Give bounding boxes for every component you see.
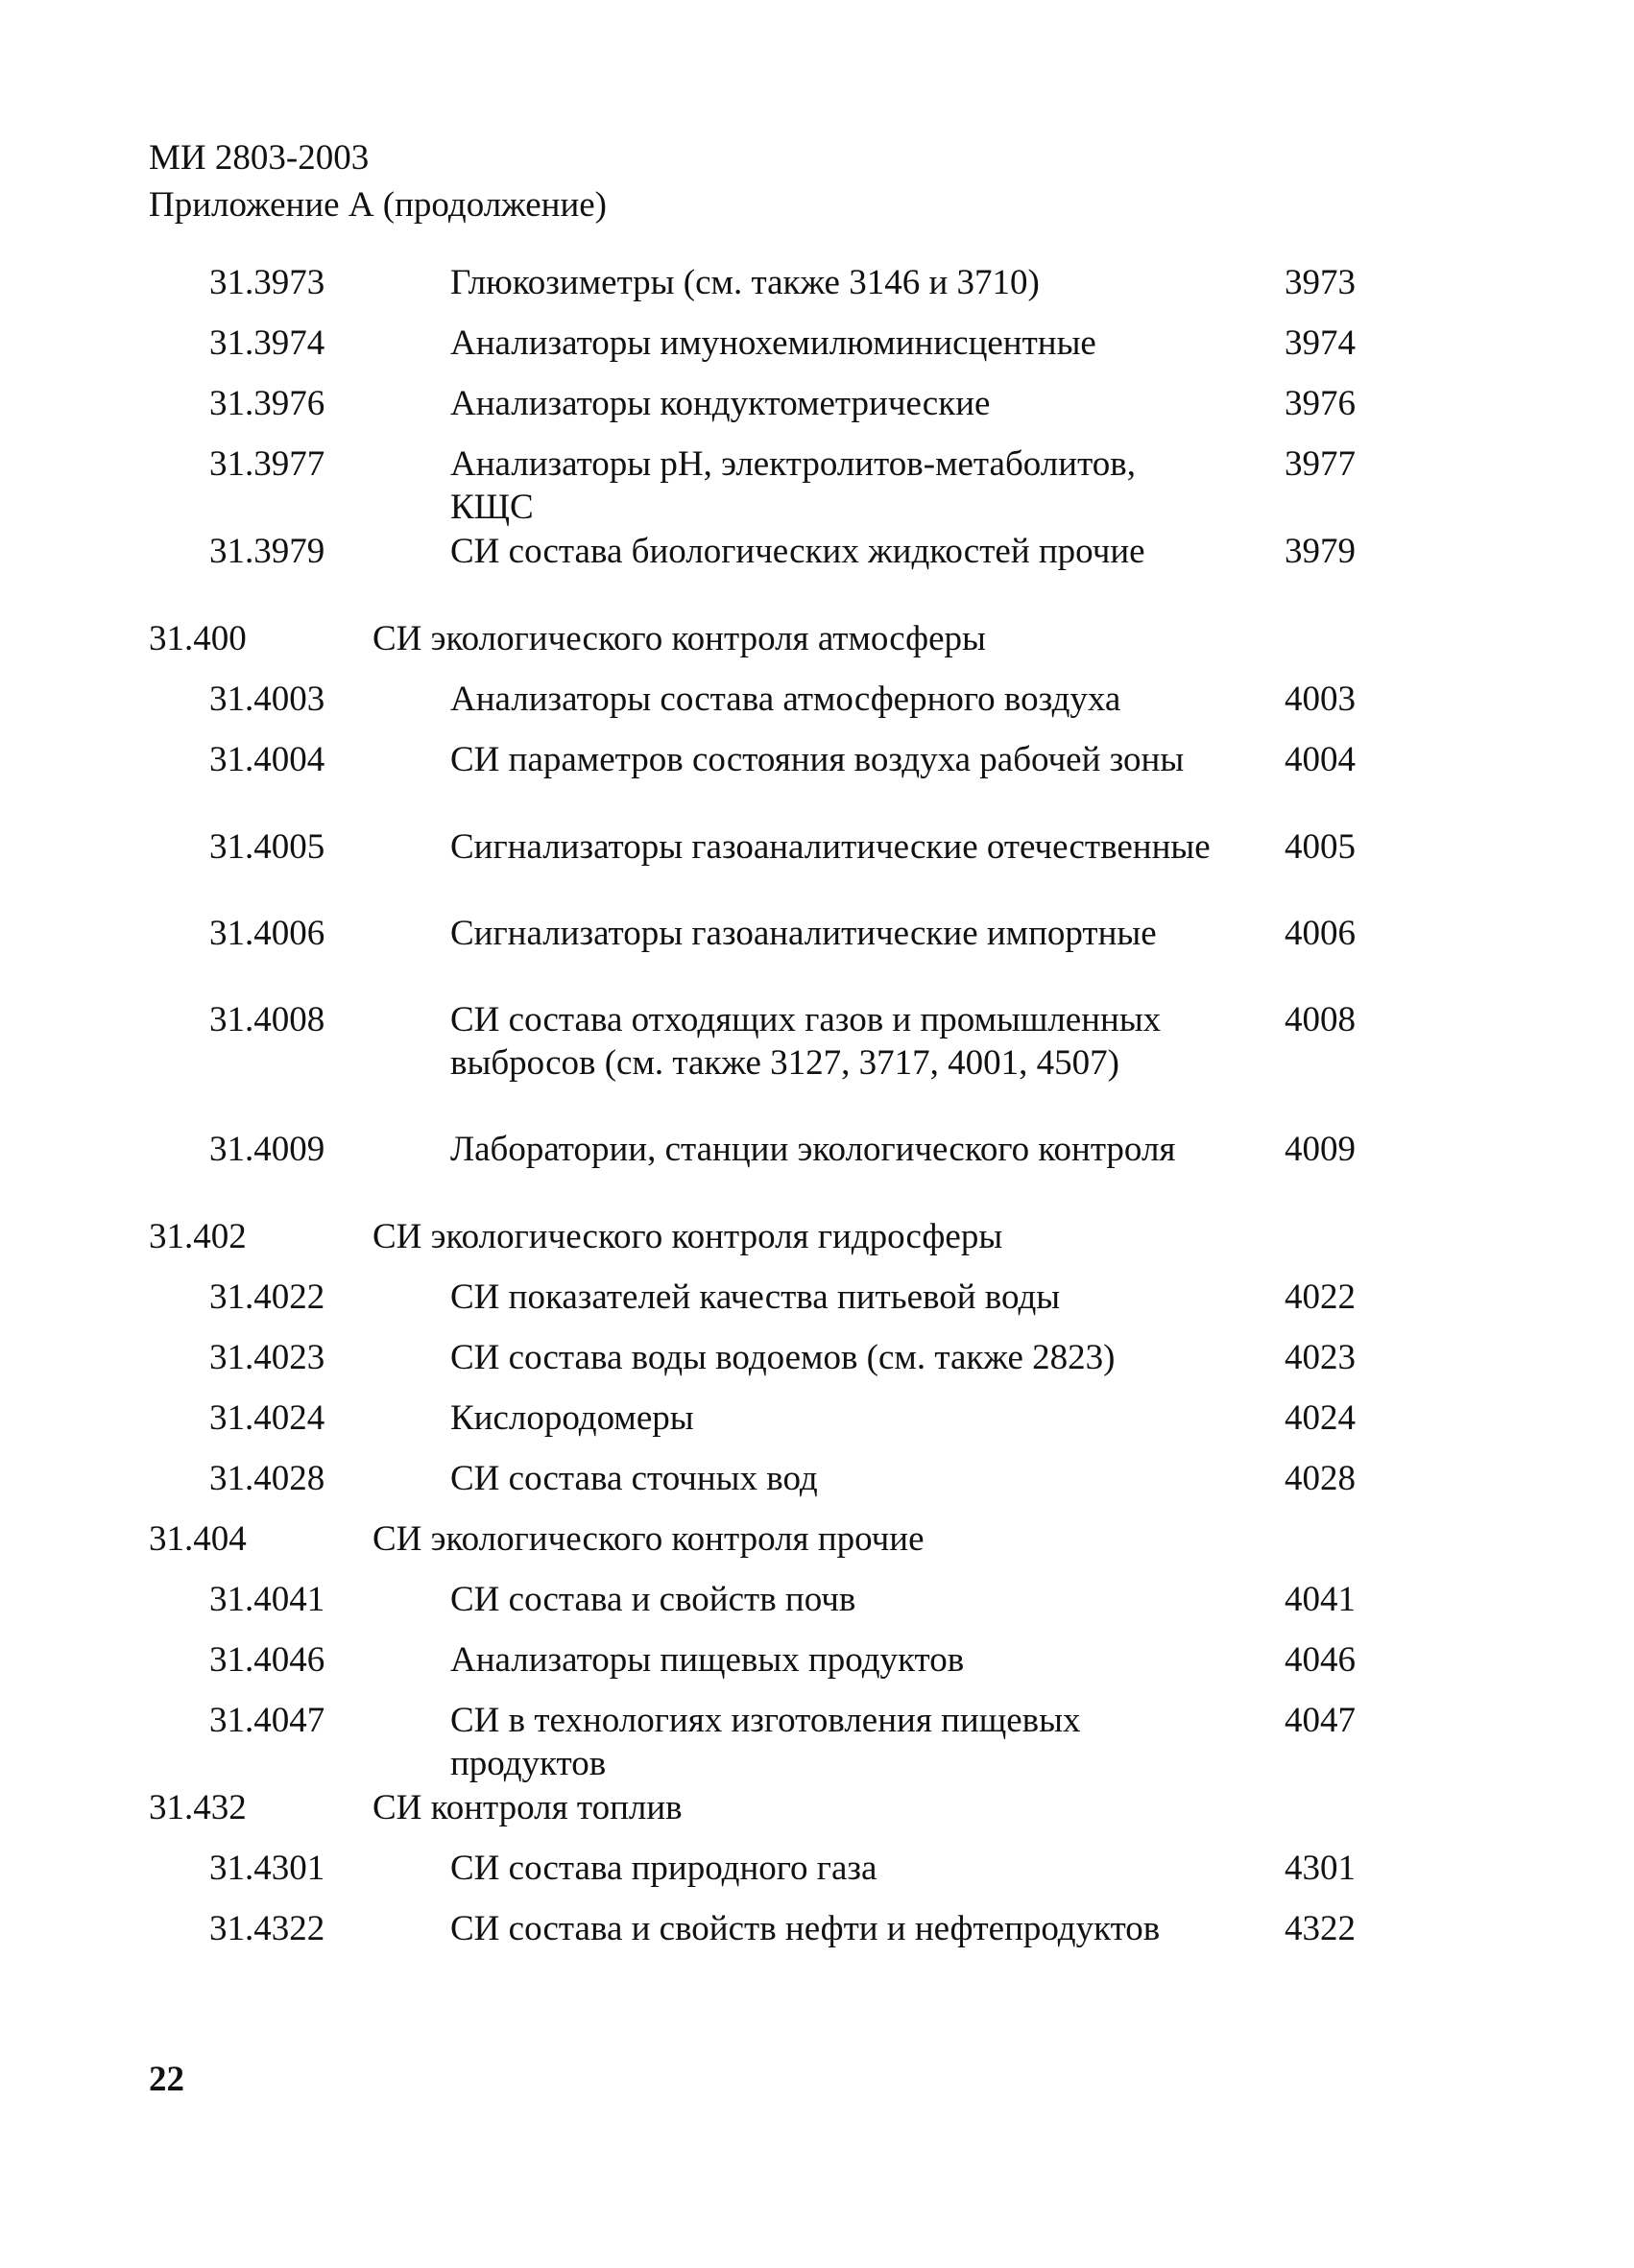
- group-name: СИ экологического контроля прочие: [372, 1519, 925, 1559]
- row-name: Анализаторы pH, электролитов-метаболитов, КЩС: [450, 444, 1136, 527]
- row-name: СИ состава природного газа: [450, 1849, 877, 1888]
- row-number: 3973: [1285, 263, 1356, 302]
- group-name: СИ экологического контроля атмосферы: [372, 619, 986, 658]
- row-number: 4022: [1285, 1277, 1356, 1317]
- row-code: 31.4041: [209, 1580, 325, 1619]
- row-code: 31.4028: [209, 1459, 325, 1498]
- row-number: 4023: [1285, 1338, 1356, 1377]
- row-name: СИ состава и свойств почв: [450, 1580, 856, 1619]
- row-name: Сигнализаторы газоаналитические отечественные: [450, 827, 1211, 867]
- group-code: 31.404: [149, 1519, 247, 1559]
- row-name: Анализаторы кондуктометрические: [450, 384, 991, 423]
- row-code: 31.4009: [209, 1130, 325, 1169]
- row-number: 4004: [1285, 740, 1356, 779]
- group-code: 31.400: [149, 619, 247, 658]
- row-name: СИ состава биологических жидкостей прочие: [450, 532, 1145, 571]
- row-number: 4301: [1285, 1849, 1356, 1888]
- row-number: 4046: [1285, 1640, 1356, 1680]
- row-name: СИ состава воды водоемов (см. также 2823): [450, 1338, 1116, 1377]
- document-code: МИ 2803-2003: [149, 138, 370, 178]
- row-name: Анализаторы состава атмосферного воздуха: [450, 680, 1121, 719]
- row-code: 31.4004: [209, 740, 325, 779]
- row-code: 31.3976: [209, 384, 325, 423]
- group-name: СИ контроля топлив: [372, 1788, 683, 1827]
- row-number: 4003: [1285, 680, 1356, 719]
- appendix-title: Приложение А (продолжение): [149, 185, 608, 225]
- row-name: СИ параметров состояния воздуха рабочей зоны: [450, 740, 1185, 779]
- row-number: 3976: [1285, 384, 1356, 423]
- row-number: 4009: [1285, 1130, 1356, 1169]
- group-code: 31.432: [149, 1788, 247, 1827]
- row-number: 4006: [1285, 914, 1356, 953]
- row-code: 31.4024: [209, 1398, 325, 1438]
- row-number: 3977: [1285, 444, 1356, 484]
- row-number: 4008: [1285, 1000, 1356, 1039]
- row-name: Анализаторы имунохемилюминисцентные: [450, 323, 1096, 363]
- row-code: 31.3973: [209, 263, 325, 302]
- row-number: 4322: [1285, 1909, 1356, 1948]
- row-number: 3979: [1285, 532, 1356, 571]
- row-number: 4041: [1285, 1580, 1356, 1619]
- row-number: 4005: [1285, 827, 1356, 867]
- row-code: 31.4008: [209, 1000, 325, 1039]
- row-name: Лаборатории, станции экологического контроля: [450, 1130, 1176, 1169]
- row-code: 31.4005: [209, 827, 325, 867]
- row-code: 31.4003: [209, 680, 325, 719]
- row-code: 31.4322: [209, 1909, 325, 1948]
- row-code: 31.4023: [209, 1338, 325, 1377]
- row-name: СИ состава сточных вод: [450, 1459, 818, 1498]
- group-code: 31.402: [149, 1217, 247, 1256]
- row-name: СИ показателей качества питьевой воды: [450, 1277, 1061, 1317]
- row-code: 31.4301: [209, 1849, 325, 1888]
- row-code: 31.4047: [209, 1701, 325, 1740]
- row-name: СИ в технологиях изготовления пищевых продуктов: [450, 1701, 1081, 1783]
- row-code: 31.4022: [209, 1277, 325, 1317]
- page-header: [149, 134, 607, 228]
- row-number: 3974: [1285, 323, 1356, 363]
- row-number: 4024: [1285, 1398, 1356, 1438]
- row-name: Кислородомеры: [450, 1398, 694, 1438]
- page-number: 22: [149, 2060, 184, 2099]
- row-code: 31.3977: [209, 444, 325, 484]
- row-code: 31.3974: [209, 323, 325, 363]
- row-name: СИ состава и свойств нефти и нефтепродуктов: [450, 1909, 1161, 1948]
- row-code: 31.4046: [209, 1640, 325, 1680]
- row-name: Анализаторы пищевых продуктов: [450, 1640, 965, 1680]
- row-number: 4028: [1285, 1459, 1356, 1498]
- row-name: СИ состава отходящих газов и промышленных выбросов (см. также 3127, 3717, 4001, 4507): [450, 1000, 1162, 1083]
- row-code: 31.4006: [209, 914, 325, 953]
- row-name: Глюкозиметры (см. также 3146 и 3710): [450, 263, 1040, 302]
- row-code: 31.3979: [209, 532, 325, 571]
- row-number: 4047: [1285, 1701, 1356, 1740]
- row-name: Сигнализаторы газоаналитические импортные: [450, 914, 1157, 953]
- group-name: СИ экологического контроля гидросферы: [372, 1217, 1003, 1256]
